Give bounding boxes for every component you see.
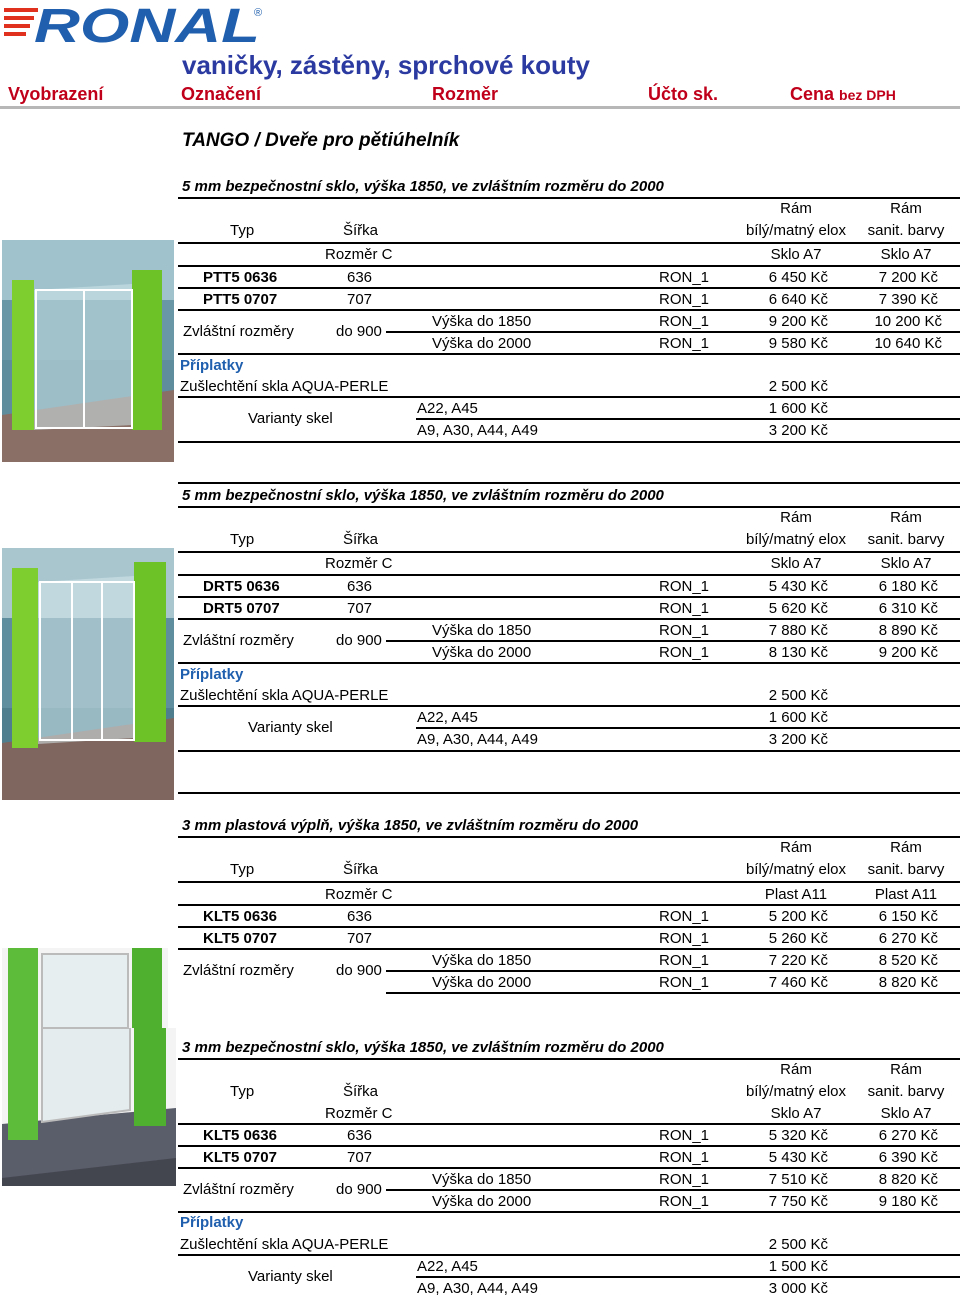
aqua-perle-price: 2 500 Kč	[768, 1236, 828, 1253]
surcharges-label: Příplatky	[180, 1214, 244, 1231]
row-price-elox: 7 880 Kč	[768, 622, 828, 639]
row-account: RON_1	[659, 600, 710, 617]
row-account: RON_1	[659, 974, 710, 991]
col1-header-line2: bílý/matný elox	[745, 1083, 847, 1100]
variant-price: 3 200 Kč	[768, 422, 828, 439]
row-price-elox: 9 200 Kč	[768, 313, 828, 330]
row-price-sanit: 6 180 Kč	[878, 578, 938, 595]
section-title: 5 mm bezpečnostní sklo, výška 1850, ve zvláštním rozměru do 2000	[182, 178, 664, 195]
special-width: do 900	[336, 323, 382, 340]
special-width: do 900	[336, 1181, 382, 1198]
col1-header-line3: Plast A11	[764, 886, 828, 903]
aqua-perle-label: Zušlechtění skla AQUA-PERLE	[180, 1236, 389, 1253]
section-title: 5 mm bezpečnostní sklo, výška 1850, ve zvláštním rozměru do 2000	[182, 487, 664, 504]
section-separator	[178, 482, 960, 484]
col-sirka-header: Šířka	[343, 531, 379, 548]
row-price-sanit: 6 270 Kč	[878, 1127, 938, 1144]
row-rule	[178, 1123, 960, 1125]
header-account: Účto sk.	[648, 84, 719, 104]
logo-wordmark: RONAL	[34, 2, 260, 46]
row-rule	[178, 574, 960, 576]
row-rule	[416, 418, 960, 420]
row-type: KLT5 0707	[203, 1149, 277, 1166]
variant-price: 1 600 Kč	[768, 400, 828, 417]
row-type: PTT5 0707	[203, 291, 278, 308]
row-rule	[178, 596, 960, 598]
row-price-sanit: 8 890 Kč	[878, 622, 938, 639]
col2-header-line3: Plast A11	[874, 886, 938, 903]
row-width: 636	[347, 578, 373, 595]
col2-header-line2: sanit. barvy	[867, 531, 945, 548]
special-label: Zvláštní rozměry	[183, 632, 294, 649]
col-typ-header: Typ	[230, 531, 255, 548]
row-type: PTT5 0636	[203, 269, 278, 286]
row-rule	[178, 396, 960, 398]
row-price-elox: 5 430 Kč	[768, 578, 828, 595]
variant-name: A9, A30, A44, A49	[417, 731, 538, 748]
surcharges-label: Příplatky	[180, 357, 244, 374]
row-account: RON_1	[659, 1193, 710, 1210]
row-rule	[178, 750, 960, 752]
variant-name: A9, A30, A44, A49	[417, 1280, 538, 1297]
special-height: Výška do 2000	[432, 1193, 532, 1210]
row-price-sanit: 9 200 Kč	[878, 644, 938, 661]
col2-header-line1: Rám	[890, 1061, 922, 1078]
row-width: 636	[347, 269, 373, 286]
header-price	[790, 84, 896, 105]
variants-label: Varianty skel	[248, 410, 333, 427]
variants-label: Varianty skel	[248, 719, 333, 736]
row-rule	[386, 640, 960, 642]
row-price-elox: 5 620 Kč	[768, 600, 828, 617]
row-price-sanit: 7 390 Kč	[878, 291, 938, 308]
header-size: Rozměr	[432, 84, 499, 104]
row-price-elox: 7 750 Kč	[768, 1193, 828, 1210]
variant-name: A9, A30, A44, A49	[417, 422, 538, 439]
variant-price: 1 600 Kč	[768, 709, 828, 726]
variants-label: Varianty skel	[248, 1268, 333, 1285]
col2-header-line1: Rám	[890, 509, 922, 526]
row-price-elox: 5 200 Kč	[768, 908, 828, 925]
header-rule	[178, 242, 960, 244]
row-rule	[386, 1189, 960, 1191]
header-rule	[178, 881, 960, 883]
row-rule	[178, 904, 960, 906]
special-label: Zvláštní rozměry	[183, 962, 294, 979]
col-sirka-header: Šířka	[343, 861, 379, 878]
header-divider	[0, 106, 960, 109]
product-title: TANGO / Dveře pro pětiúhelník	[182, 130, 460, 151]
col-sirka-header: Šířka	[343, 1083, 379, 1100]
row-price-elox: 7 460 Kč	[768, 974, 828, 991]
col1-header-line3: Sklo A7	[770, 246, 822, 263]
header-image: Vyobrazení	[8, 84, 104, 104]
row-rule	[386, 331, 960, 333]
col1-header-line1: Rám	[780, 200, 812, 217]
col-rozmer-header: Rozměr C	[325, 886, 393, 903]
logo-speed-lines	[4, 8, 38, 36]
row-account: RON_1	[659, 578, 710, 595]
section-rule	[178, 1058, 960, 1060]
surcharges-label: Příplatky	[180, 666, 244, 683]
section-rule	[178, 197, 960, 199]
col1-header-line2: bílý/matný elox	[745, 222, 847, 239]
col1-header-line1: Rám	[780, 1061, 812, 1078]
row-type: KLT5 0636	[203, 1127, 277, 1144]
aqua-perle-label: Zušlechtění skla AQUA-PERLE	[180, 378, 389, 395]
special-height: Výška do 1850	[432, 622, 532, 639]
row-price-sanit: 10 200 Kč	[874, 313, 942, 330]
col-rozmer-header: Rozměr C	[325, 246, 393, 263]
category-title: vaničky, zástěny, sprchové kouty	[182, 50, 590, 80]
row-account: RON_1	[659, 1171, 710, 1188]
row-account: RON_1	[659, 313, 710, 330]
row-account: RON_1	[659, 335, 710, 352]
row-price-sanit: 7 200 Kč	[878, 269, 938, 286]
row-price-elox: 5 320 Kč	[768, 1127, 828, 1144]
row-width: 636	[347, 908, 373, 925]
header-price-label: Cena	[790, 84, 835, 104]
aqua-perle-label: Zušlechtění skla AQUA-PERLE	[180, 687, 389, 704]
row-price-sanit: 8 820 Kč	[878, 974, 938, 991]
row-rule	[178, 441, 960, 443]
row-price-elox: 8 130 Kč	[768, 644, 828, 661]
row-rule	[178, 926, 960, 928]
special-height: Výška do 1850	[432, 313, 532, 330]
row-account: RON_1	[659, 291, 710, 308]
col1-header-line3: Sklo A7	[770, 555, 822, 572]
header-code: Označení	[181, 84, 262, 104]
row-rule	[178, 265, 960, 267]
row-price-sanit: 9 180 Kč	[878, 1193, 938, 1210]
variant-price: 3 200 Kč	[768, 731, 828, 748]
row-price-sanit: 8 520 Kč	[878, 952, 938, 969]
special-height: Výška do 1850	[432, 1171, 532, 1188]
row-account: RON_1	[659, 930, 710, 947]
col2-header-line2: sanit. barvy	[867, 222, 945, 239]
variant-name: A22, A45	[417, 709, 478, 726]
row-price-elox: 9 580 Kč	[768, 335, 828, 352]
row-rule	[178, 287, 960, 289]
col1-header-line1: Rám	[780, 839, 812, 856]
row-account: RON_1	[659, 952, 710, 969]
product-photo-ptt5	[2, 240, 174, 462]
row-price-elox: 6 450 Kč	[768, 269, 828, 286]
variant-name: A22, A45	[417, 400, 478, 417]
col2-header-line1: Rám	[890, 200, 922, 217]
row-width: 707	[347, 1149, 373, 1166]
special-width: do 900	[336, 962, 382, 979]
aqua-perle-price: 2 500 Kč	[768, 378, 828, 395]
row-account: RON_1	[659, 908, 710, 925]
row-width: 707	[347, 930, 373, 947]
row-rule	[416, 1276, 960, 1278]
section-rule	[178, 506, 960, 508]
col2-header-line1: Rám	[890, 839, 922, 856]
row-price-elox: 5 430 Kč	[768, 1149, 828, 1166]
row-width: 707	[347, 291, 373, 308]
row-account: RON_1	[659, 622, 710, 639]
section-title: 3 mm plastová výplň, výška 1850, ve zvláštním rozměru do 2000	[182, 817, 639, 834]
col1-header-line2: bílý/matný elox	[745, 531, 847, 548]
row-account: RON_1	[659, 269, 710, 286]
logo-registered-mark: ®	[254, 7, 263, 19]
row-price-sanit: 6 390 Kč	[878, 1149, 938, 1166]
row-rule	[386, 970, 960, 972]
row-price-sanit: 6 150 Kč	[878, 908, 938, 925]
row-rule	[178, 948, 960, 950]
row-rule	[178, 1254, 960, 1256]
col-sirka-header: Šířka	[343, 222, 379, 239]
row-rule	[178, 1145, 960, 1147]
col1-header-line3: Sklo A7	[770, 1105, 822, 1122]
section-separator	[178, 792, 960, 794]
section-rule	[178, 836, 960, 838]
row-rule	[178, 618, 960, 620]
row-type: DRT5 0707	[203, 600, 280, 617]
row-price-sanit: 10 640 Kč	[874, 335, 942, 352]
row-rule	[178, 662, 960, 664]
product-photo-klt5-sklo	[2, 1028, 176, 1186]
col-rozmer-header: Rozměr C	[325, 555, 393, 572]
special-width: do 900	[336, 632, 382, 649]
variant-price: 1 500 Kč	[768, 1258, 828, 1275]
special-height: Výška do 2000	[432, 335, 532, 352]
col2-header-line2: sanit. barvy	[867, 1083, 945, 1100]
row-price-elox: 6 640 Kč	[768, 291, 828, 308]
row-price-elox: 5 260 Kč	[768, 930, 828, 947]
row-price-elox: 7 220 Kč	[768, 952, 828, 969]
row-rule	[178, 1167, 960, 1169]
row-account: RON_1	[659, 1127, 710, 1144]
row-price-sanit: 6 310 Kč	[878, 600, 938, 617]
col-rozmer-header: Rozměr C	[325, 1105, 393, 1122]
special-height: Výška do 2000	[432, 974, 532, 991]
col1-header-line2: bílý/matný elox	[745, 861, 847, 878]
row-width: 707	[347, 600, 373, 617]
special-height: Výška do 2000	[432, 644, 532, 661]
row-type: DRT5 0636	[203, 578, 280, 595]
variant-price: 3 000 Kč	[768, 1280, 828, 1297]
row-rule	[386, 992, 960, 994]
row-account: RON_1	[659, 1149, 710, 1166]
special-label: Zvláštní rozměry	[183, 1181, 294, 1198]
row-rule	[416, 727, 960, 729]
row-type: KLT5 0707	[203, 930, 277, 947]
col2-header-line3: Sklo A7	[880, 246, 932, 263]
row-rule	[178, 1211, 960, 1213]
aqua-perle-price: 2 500 Kč	[768, 687, 828, 704]
col-typ-header: Typ	[230, 222, 255, 239]
row-rule	[178, 705, 960, 707]
col2-header-line2: sanit. barvy	[867, 861, 945, 878]
header-rule	[178, 551, 960, 553]
special-label: Zvláštní rozměry	[183, 323, 294, 340]
row-price-elox: 7 510 Kč	[768, 1171, 828, 1188]
row-width: 636	[347, 1127, 373, 1144]
col-typ-header: Typ	[230, 861, 255, 878]
col2-header-line3: Sklo A7	[880, 555, 932, 572]
col1-header-line1: Rám	[780, 509, 812, 526]
section-title: 3 mm bezpečnostní sklo, výška 1850, ve zvláštním rozměru do 2000	[182, 1039, 664, 1056]
row-account: RON_1	[659, 644, 710, 661]
variant-name: A22, A45	[417, 1258, 478, 1275]
ronal-logo	[4, 2, 266, 46]
row-price-sanit: 8 820 Kč	[878, 1171, 938, 1188]
row-rule	[178, 353, 960, 355]
col-typ-header: Typ	[230, 1083, 255, 1100]
header-price-suffix: bez DPH	[839, 87, 896, 103]
special-height: Výška do 1850	[432, 952, 532, 969]
row-rule	[178, 309, 960, 311]
row-price-sanit: 6 270 Kč	[878, 930, 938, 947]
col2-header-line3: Sklo A7	[880, 1105, 932, 1122]
product-photo-klt5-plast	[2, 948, 168, 1028]
row-type: KLT5 0636	[203, 908, 277, 925]
product-photo-drt5	[2, 548, 174, 800]
